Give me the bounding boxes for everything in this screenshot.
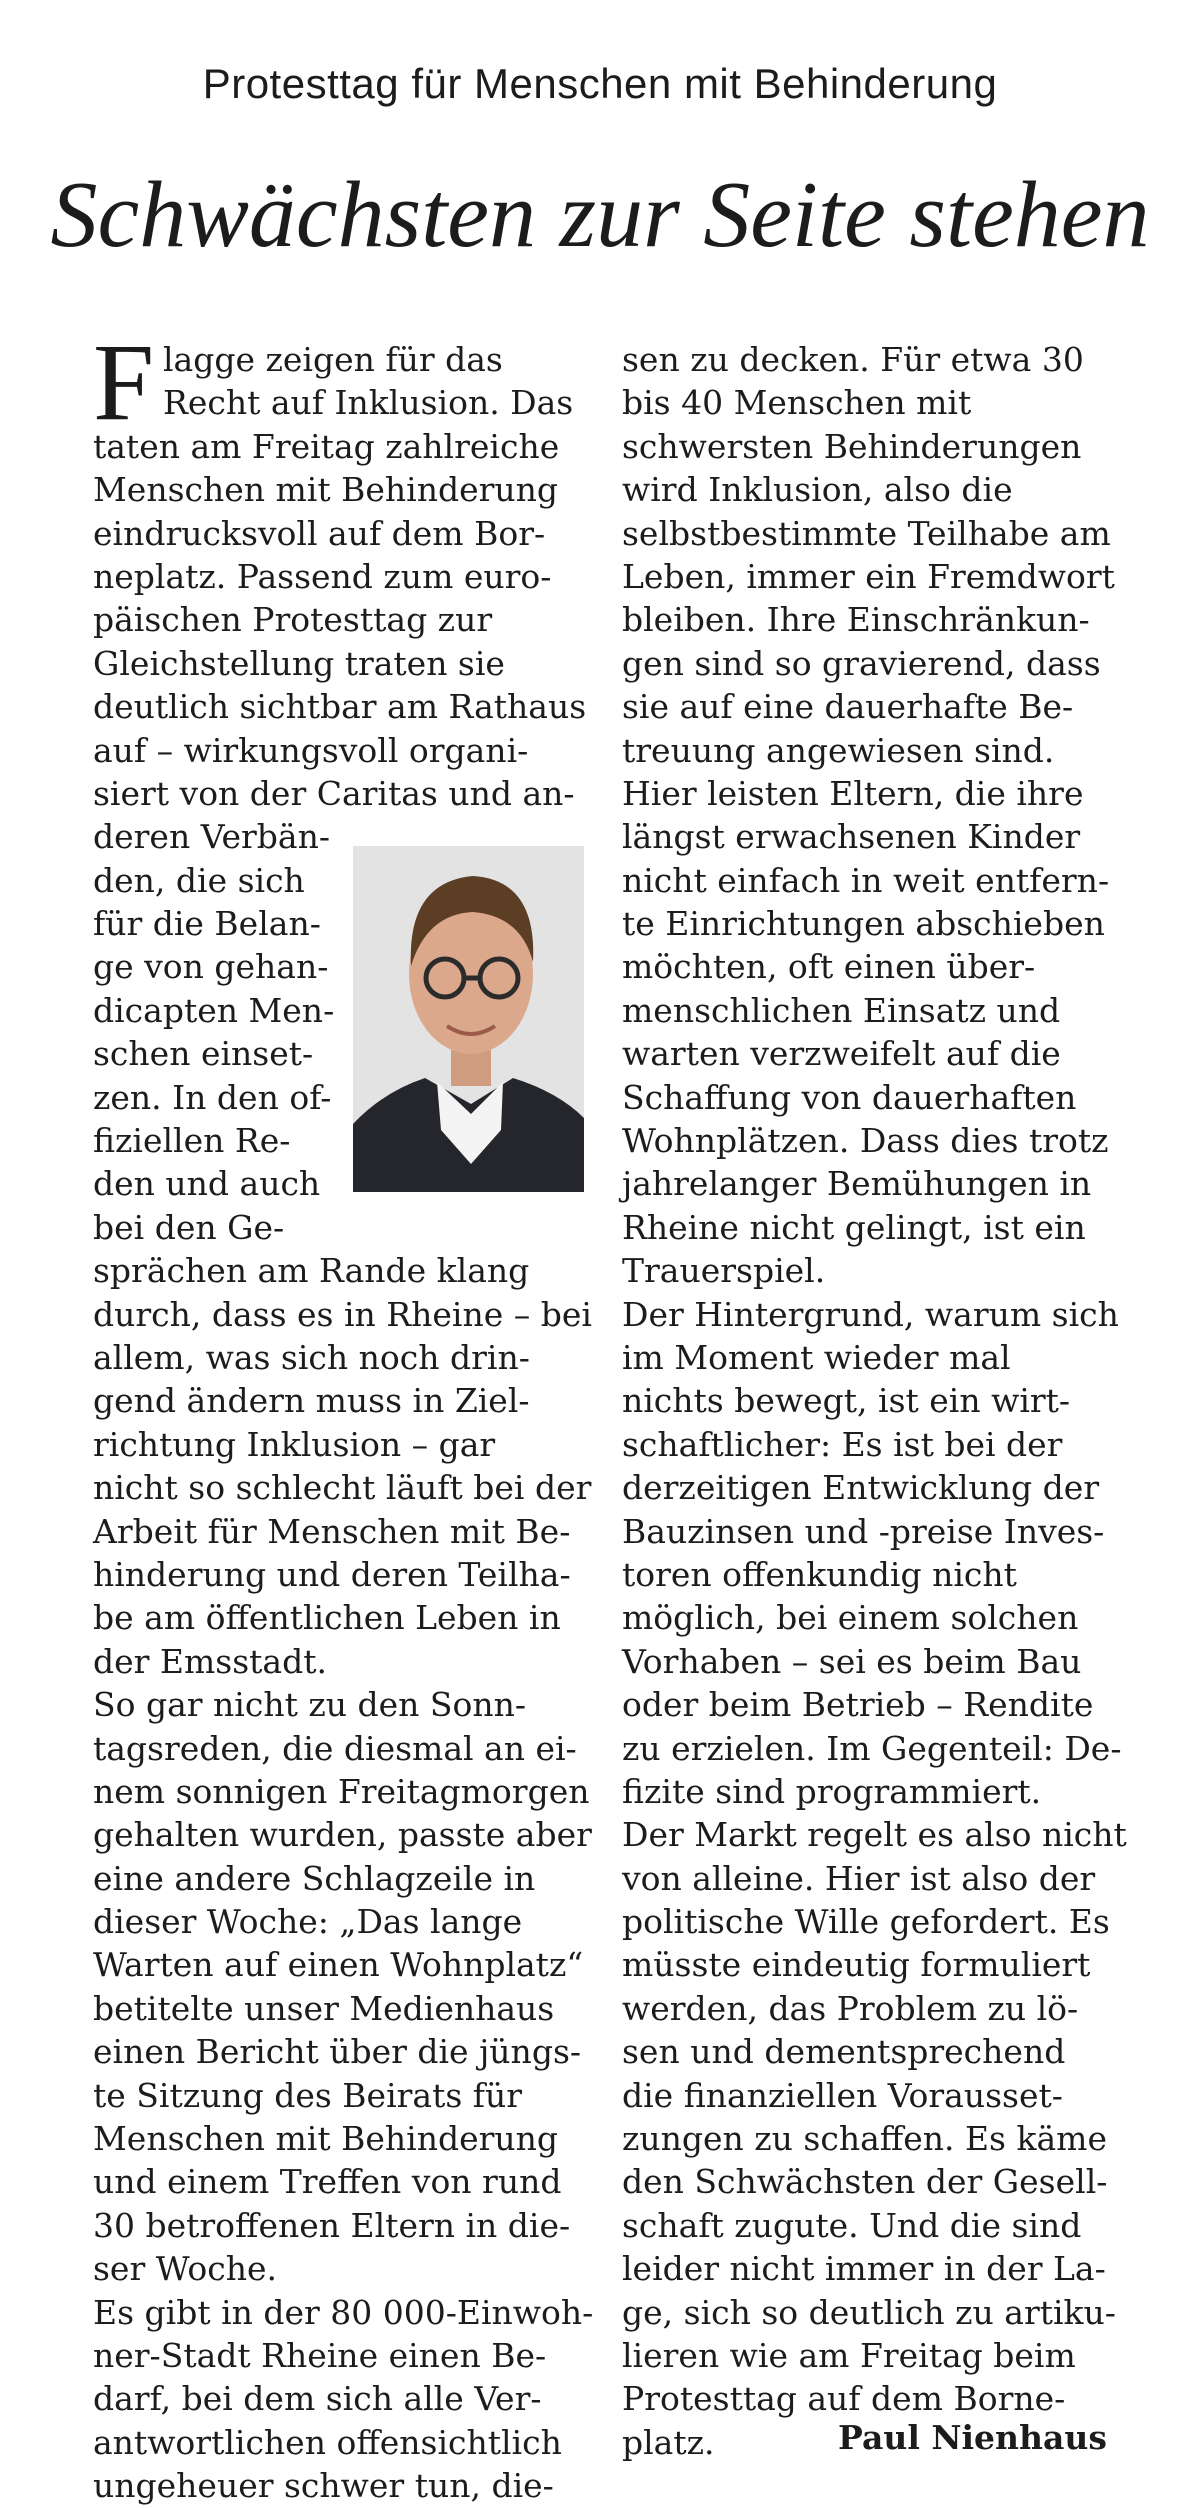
text-line: zu erzielen. Im Gegenteil: De- — [622, 1728, 1122, 1768]
text-line: Leben, immer ein Fremdwort — [622, 556, 1115, 596]
text-line: der Emsstadt. — [93, 1641, 327, 1681]
text-line: 30 betroffenen Eltern in die- — [93, 2205, 571, 2245]
text-line: treuung angewiesen sind. — [622, 730, 1055, 770]
text-line: darf, bei dem sich alle Ver- — [93, 2379, 542, 2419]
text-line: nicht so schlecht läuft bei der — [93, 1468, 592, 1508]
text-line: Warten auf einen Wohnplatz“ — [93, 1945, 584, 1985]
text-line: dieser Woche: „Das lange — [93, 1902, 523, 1942]
text-line: dicapten Men- — [93, 990, 335, 1030]
text-line: menschlichen Einsatz und — [622, 990, 1061, 1030]
text-line: müsste eindeutig formuliert — [622, 1945, 1091, 1985]
text-line: nem sonnigen Freitagmorgen — [93, 1771, 590, 1811]
text-line: schaftlicher: Es ist bei der — [622, 1424, 1063, 1464]
text-line: schwersten Behinderungen — [622, 426, 1082, 466]
text-line: neplatz. Passend zum euro- — [93, 556, 552, 596]
text-line: bleiben. Ihre Einschränkun- — [622, 600, 1090, 640]
text-line: nicht einfach in weit entfern- — [622, 860, 1110, 900]
text-line: werden, das Problem zu lö- — [622, 1988, 1079, 2028]
text-line: platz. — [622, 2422, 715, 2462]
text-line: sen und dementsprechend — [622, 2032, 1066, 2072]
text-line: wird Inklusion, also die — [622, 470, 1013, 510]
text-line: ge von gehan- — [93, 947, 329, 987]
text-line: gehalten wurden, passte aber — [93, 1815, 592, 1855]
text-line: und einem Treffen von rund — [93, 2162, 562, 2202]
text-line: päischen Protesttag zur — [93, 600, 493, 640]
text-line: Der Hintergrund, warum sich — [622, 1294, 1119, 1334]
text-line: selbstbestimmte Teilhabe am — [622, 513, 1111, 553]
text-line: für die Belan- — [93, 904, 321, 944]
text-line: deren Verbän- — [93, 817, 331, 857]
text-line: taten am Freitag zahlreiche — [93, 426, 560, 466]
text-line: te Sitzung des Beirats für — [93, 2075, 522, 2115]
text-line: Es gibt in der 80 000-Einwoh- — [93, 2292, 594, 2332]
text-line: schaft zugute. Und die sind — [622, 2205, 1082, 2245]
text-line: Menschen mit Behinderung — [93, 2119, 559, 2159]
text-line: Arbeit für Menschen mit Be- — [93, 1511, 571, 1551]
text-line: ge, sich so deutlich zu artiku- — [622, 2292, 1116, 2332]
text-line: oder beim Betrieb – Rendite — [622, 1685, 1094, 1725]
text-line: einen Bericht über die jüngs- — [93, 2032, 582, 2072]
text-line: So gar nicht zu den Sonn- — [93, 1685, 526, 1725]
text-line: lagge zeigen für das — [163, 340, 503, 379]
text-line: Menschen mit Behinderung — [93, 470, 559, 510]
headline: Schwächsten zur Seite stehen — [50, 163, 1150, 267]
text-line: politische Wille gefordert. Es — [622, 1902, 1110, 1942]
text-line: be am öffentlichen Leben in — [93, 1598, 561, 1638]
text-line: gend ändern muss in Ziel- — [93, 1381, 530, 1421]
text-line: Recht auf Inklusion. Das — [163, 383, 574, 423]
text-line: Trauerspiel. — [622, 1251, 826, 1291]
text-line: allem, was sich noch drin- — [93, 1337, 530, 1377]
text-line: sprächen am Rande klang — [93, 1251, 530, 1291]
text-line: nichts bewegt, ist ein wirt- — [622, 1381, 1071, 1421]
text-line: zen. In den of- — [93, 1077, 332, 1117]
text-line: jahrelanger Bemühungen in — [622, 1164, 1092, 1204]
column-right — [622, 338, 1137, 2464]
text-line: ner-Stadt Rheine einen Be- — [93, 2335, 547, 2375]
text-line: hinderung und deren Teilha- — [93, 1554, 571, 1594]
text-line: gen sind so gravierend, dass — [622, 643, 1101, 683]
text-line: von alleine. Hier ist also der — [622, 1858, 1096, 1898]
text-line: schen einset- — [93, 1034, 314, 1074]
text-line: Schaffung von dauerhaften — [622, 1077, 1077, 1117]
text-line: Rheine nicht gelingt, ist ein — [622, 1207, 1086, 1247]
text-line: toren offenkundig nicht — [622, 1554, 1017, 1594]
text-line: den und auch — [93, 1164, 321, 1204]
text-line: deutlich sichtbar am Rathaus — [93, 687, 587, 727]
text-line: möchten, oft einen über- — [622, 947, 1036, 987]
text-line: durch, dass es in Rheine – bei — [93, 1294, 592, 1334]
text-line: Der Markt regelt es also nicht — [622, 1815, 1127, 1855]
text-line: fiziellen Re- — [93, 1121, 291, 1161]
text-line: lieren wie am Freitag beim — [622, 2335, 1076, 2375]
text-line: den Schwächsten der Gesell- — [622, 2162, 1108, 2202]
text-line: möglich, bei einem solchen — [622, 1598, 1079, 1638]
text-line: warten verzweifelt auf die — [622, 1034, 1061, 1074]
drop-cap: F — [93, 321, 155, 443]
text-line: richtung Inklusion – gar — [93, 1424, 496, 1464]
text-line: die finanziellen Vorausset- — [622, 2075, 1063, 2115]
text-line: sie auf eine dauerhafte Be- — [622, 687, 1074, 727]
text-line: sen zu decken. Für etwa 30 — [622, 340, 1084, 379]
text-line: bis 40 Menschen mit — [622, 383, 972, 423]
text-line: ungeheuer schwer tun, die- — [93, 2466, 554, 2506]
text-line: Wohnplätzen. Dass dies trotz — [622, 1121, 1109, 1161]
text-line: siert von der Caritas und an- — [93, 773, 575, 813]
text-line: antwortlichen offensichtlich — [93, 2422, 562, 2462]
text-line: längst erwachsenen Kinder — [622, 817, 1081, 857]
text-line: Vorhaben – sei es beim Bau — [622, 1641, 1082, 1681]
text-line: bei den Ge- — [93, 1207, 285, 1247]
text-line: betitelte unser Medienhaus — [93, 1988, 555, 2028]
text-line: ser Woche. — [93, 2249, 278, 2289]
text-line: Hier leisten Eltern, die ihre — [622, 773, 1084, 813]
author-portrait — [353, 846, 584, 1192]
text-line: Bauzinsen und -preise Inves- — [622, 1511, 1105, 1551]
text-line: eine andere Schlagzeile in — [93, 1858, 536, 1898]
text-line: Gleichstellung traten sie — [93, 643, 505, 683]
text-line: fizite sind programmiert. — [622, 1771, 1042, 1811]
kicker: Protesttag für Menschen mit Behinderung — [202, 60, 998, 107]
text-line: auf – wirkungsvoll organi- — [93, 730, 529, 770]
text-line: im Moment wieder mal — [622, 1337, 1011, 1377]
text-line: Protesttag auf dem Borne- — [622, 2379, 1066, 2419]
text-line: zungen zu schaffen. Es käme — [622, 2119, 1107, 2159]
text-line: tagsreden, die diesmal an ei- — [93, 1728, 577, 1768]
text-line: eindrucksvoll auf dem Bor- — [93, 513, 546, 553]
text-line: leider nicht immer in der La- — [622, 2249, 1106, 2289]
text-line: te Einrichtungen abschieben — [622, 904, 1105, 944]
author-byline: Paul Nienhaus — [838, 2418, 1107, 2457]
text-line: derzeitigen Entwicklung der — [622, 1468, 1100, 1508]
text-line: den, die sich — [93, 860, 305, 900]
column-left — [93, 321, 608, 2508]
